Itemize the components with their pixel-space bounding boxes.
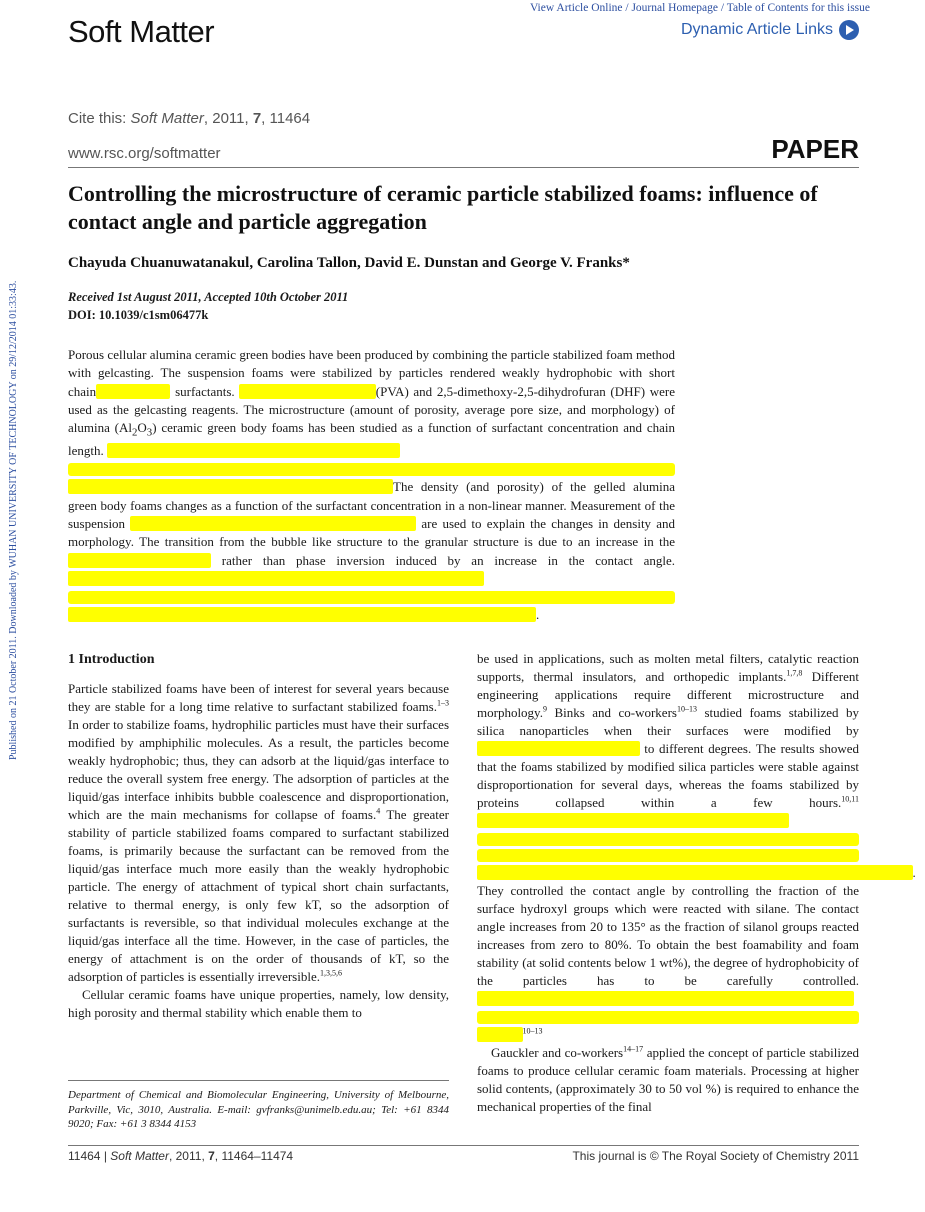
- author-list: Chayuda Chuanuwatanakul, Carolina Tallon, David E. Dunstan and George V. Franks*: [68, 255, 630, 271]
- bottom-rule: [68, 1145, 859, 1146]
- abstract-text-6: are used to explain the changes in density and morphology. The transition from the bubble like structure to the granular structure is due to an increase in the: [68, 515, 675, 550]
- abstract-text-3: (PVA) and 2,5-dimethoxy-2,5-dihydrofuran (DHF) were used as the gelcasting reagents. The microstructure (amount of porosity, average pore size, and morphology) of alumina (Al: [68, 383, 675, 436]
- reference[interactable]: 10–13: [522, 1026, 543, 1036]
- highlight-block: [68, 591, 675, 604]
- reference[interactable]: 14–17: [623, 1044, 644, 1054]
- intro-paragraph-2: Cellular ceramic foams have unique properties, namely, low density, high porosity and thermal stability which enable them to: [68, 987, 449, 1020]
- abstract-text-5: The density (and porosity) of the gelled alumina green body foams changes as a function of the surfactant concentration in a non-linear manner. Measurement of the suspension: [68, 479, 675, 531]
- abstract-text-7: rather than phase inversion induced by an increase in the contact angle.: [211, 552, 675, 568]
- right-column: [477, 650, 916, 1116]
- reference[interactable]: 10–13: [676, 704, 697, 714]
- footer-volume: 7: [208, 1149, 215, 1163]
- side-note-text: Published on 21 October 2011. Downloaded by WUHAN UNIVERSITY OF TECHNOLOGY on 29/12/2014 01:33:43.: [8, 280, 19, 760]
- text: be used in applications, such as molten metal filters, catalytic reaction supports, thermal insulators, and orthopedic implants.: [477, 651, 859, 684]
- reference[interactable]: 1–3: [437, 698, 449, 708]
- received-dates: Received 1st August 2011, Accepted 10th October 2011: [68, 290, 349, 304]
- left-column: [68, 680, 449, 1022]
- intro-paragraph-right-2: [477, 1044, 859, 1116]
- cite-prefix: Cite this:: [68, 110, 131, 127]
- footer-journal: Soft Matter: [110, 1149, 169, 1163]
- highlight: [477, 741, 640, 756]
- abstract-text-4: ) ceramic green body foams has been studied as a function of surfactant concentration and chain length.: [68, 420, 675, 459]
- doi[interactable]: DOI: 10.1039/c1sm06477k: [68, 308, 209, 322]
- text: Gauckler and co-workers: [491, 1045, 624, 1060]
- highlight: [68, 607, 536, 622]
- cite-journal: Soft Matter: [130, 110, 204, 127]
- cite-volume: 7: [252, 110, 262, 127]
- citation-line: [68, 110, 310, 127]
- reference[interactable]: 10,11: [841, 794, 859, 804]
- dynamic-links-label: Dynamic Article Links: [680, 21, 833, 38]
- highlight-block: [477, 849, 859, 862]
- text: studied foams stabilized by silica nanoparticles when their surfaces were modified by: [477, 705, 859, 738]
- side-note: [8, 160, 22, 760]
- journal-homepage-link[interactable]: Journal Homepage: [631, 2, 718, 14]
- top-links: View Article Online / Journal Homepage / Table of Contents for this issue: [529, 2, 870, 14]
- text: Different engineering applications require different microstructure and morphology.: [477, 669, 859, 720]
- affiliation-rule: [68, 1080, 449, 1081]
- abstract-text-1: Porous cellular alumina ceramic green bodies have been produced by combining the particle stabilized foam method with gelcasting. The suspension foams were stabilized by particles rendered weakly hydrophobic with short chain: [68, 347, 675, 399]
- highlight: [477, 1027, 523, 1042]
- highlight-block: [477, 833, 859, 846]
- subscript: 3: [146, 426, 153, 439]
- text: to different degrees. The results showed that the foams stabilized by modified silica particles were stable against disproportionation for several days, whereas the foams stabilized by proteins collapsed within a few hours.: [477, 741, 859, 810]
- highlight: [477, 813, 789, 828]
- highlight: [477, 865, 913, 880]
- journal-url[interactable]: www.rsc.org/softmatter: [68, 145, 221, 162]
- reference[interactable]: 1,7,8: [786, 668, 803, 678]
- text: Binks and co-workers: [546, 705, 677, 720]
- reference[interactable]: 1,3,5,6: [319, 968, 342, 978]
- top-rule: [68, 167, 859, 168]
- highlight: [68, 571, 484, 586]
- abstract-text-8: .: [536, 607, 540, 623]
- toc-link[interactable]: Table of Contents for this issue: [726, 2, 870, 14]
- highlight: [96, 384, 170, 399]
- paper-type-label: PAPER: [771, 134, 859, 164]
- footer-pages: , 11464–11474: [214, 1149, 294, 1163]
- abstract-text-2: surfactants.: [170, 383, 240, 399]
- journal-name: Soft Matter: [68, 14, 215, 49]
- view-online-link[interactable]: View Article Online: [529, 2, 623, 14]
- page-number: 11464: [68, 1149, 101, 1163]
- text: The greater stability of particle stabilized foams compared to surfactant stabilized foams, is primarily because the surfactant can be removed from the liquid/gas interface much more easily than the weakly hydrophobic particle. The energy of attachment of typical short chain surfactants, relative to thermal energy, is only few kT, so the adsorption of surfactants is reversible, so that individual molecules exchange at the liquid/gas interface all the time. However, in the case of particles, the energy of attachment is on the order of thousands of kT, so the adsorption of particles is essentially irreversible.: [68, 807, 449, 984]
- highlight: [68, 479, 393, 494]
- highlight-block: [477, 1011, 859, 1024]
- highlight: [239, 384, 376, 399]
- cite-year: , 2011,: [203, 110, 253, 127]
- abstract-text-3b: O: [137, 420, 147, 436]
- intro-paragraph-1: [68, 680, 449, 986]
- text: Particle stabilized foams have been of interest for several years because they are stable for a long time relative to surfactant stabilized foams.: [68, 681, 449, 714]
- highlight: [107, 443, 400, 458]
- play-icon: [839, 20, 859, 40]
- dynamic-links-button[interactable]: [681, 20, 859, 40]
- intro-paragraph-right-1: [477, 650, 916, 1044]
- text: In order to stabilize foams, hydrophilic particles must have their surfaces modified by amphiphilic molecules. As a result, the particles become weakly hydrophobic; thus, they can adsorb at the liquid/gas interface to reduce the overall system free energy. The adsorption of particles at the liquid/gas interface inhibits bubble coalescence and disproportionation, which are the main mechanisms for collapse of foams.: [68, 717, 449, 822]
- footer-year: , 2011,: [168, 1149, 209, 1163]
- text: . They controlled the contact angle by controlling the fraction of the surface hydroxyl groups which were reacted with silane. The contact angle increases from 20 to 135° as the fraction of silanol groups reacted increases from zero to 80%. To obtain the best foamability and foam stability (at solid contents below 1 wt%), the degree of hydrophobicity of the particles has to be carefully controlled.: [477, 865, 916, 988]
- highlight: [477, 991, 854, 1006]
- cite-page: , 11464: [261, 110, 311, 127]
- footer-copyright: This journal is © The Royal Society of Chemistry 2011: [572, 1149, 859, 1163]
- highlight: [68, 553, 211, 568]
- text: applied the concept of particle stabilized foams to produce cellular ceramic foam materials. Processing at higher solid contents, (approximately 30 to 50 vol %) is required to enhance the mechanical properties of the final: [477, 1045, 860, 1114]
- affiliation: Department of Chemical and Biomolecular Engineering, University of Melbourne, Parkville, Vic, 3010, Australia. E-mail: gvfranks@unimelb.edu.au; Tel: +61 8344 9020; Fax: +61 3 8344 4153: [68, 1089, 449, 1130]
- reference[interactable]: 9: [542, 704, 547, 714]
- article-title: Controlling the microstructure of ceramic particle stabilized foams: influence of contact angle and particle aggregation: [68, 181, 818, 234]
- highlight-block: [68, 463, 675, 476]
- section-heading-introduction: 1 Introduction: [68, 652, 155, 667]
- reference[interactable]: 4: [376, 806, 381, 816]
- highlight: [130, 516, 416, 531]
- footer-left: [68, 1149, 293, 1163]
- subscript: 2: [131, 426, 138, 439]
- abstract: [68, 346, 675, 624]
- separator: |: [100, 1149, 111, 1163]
